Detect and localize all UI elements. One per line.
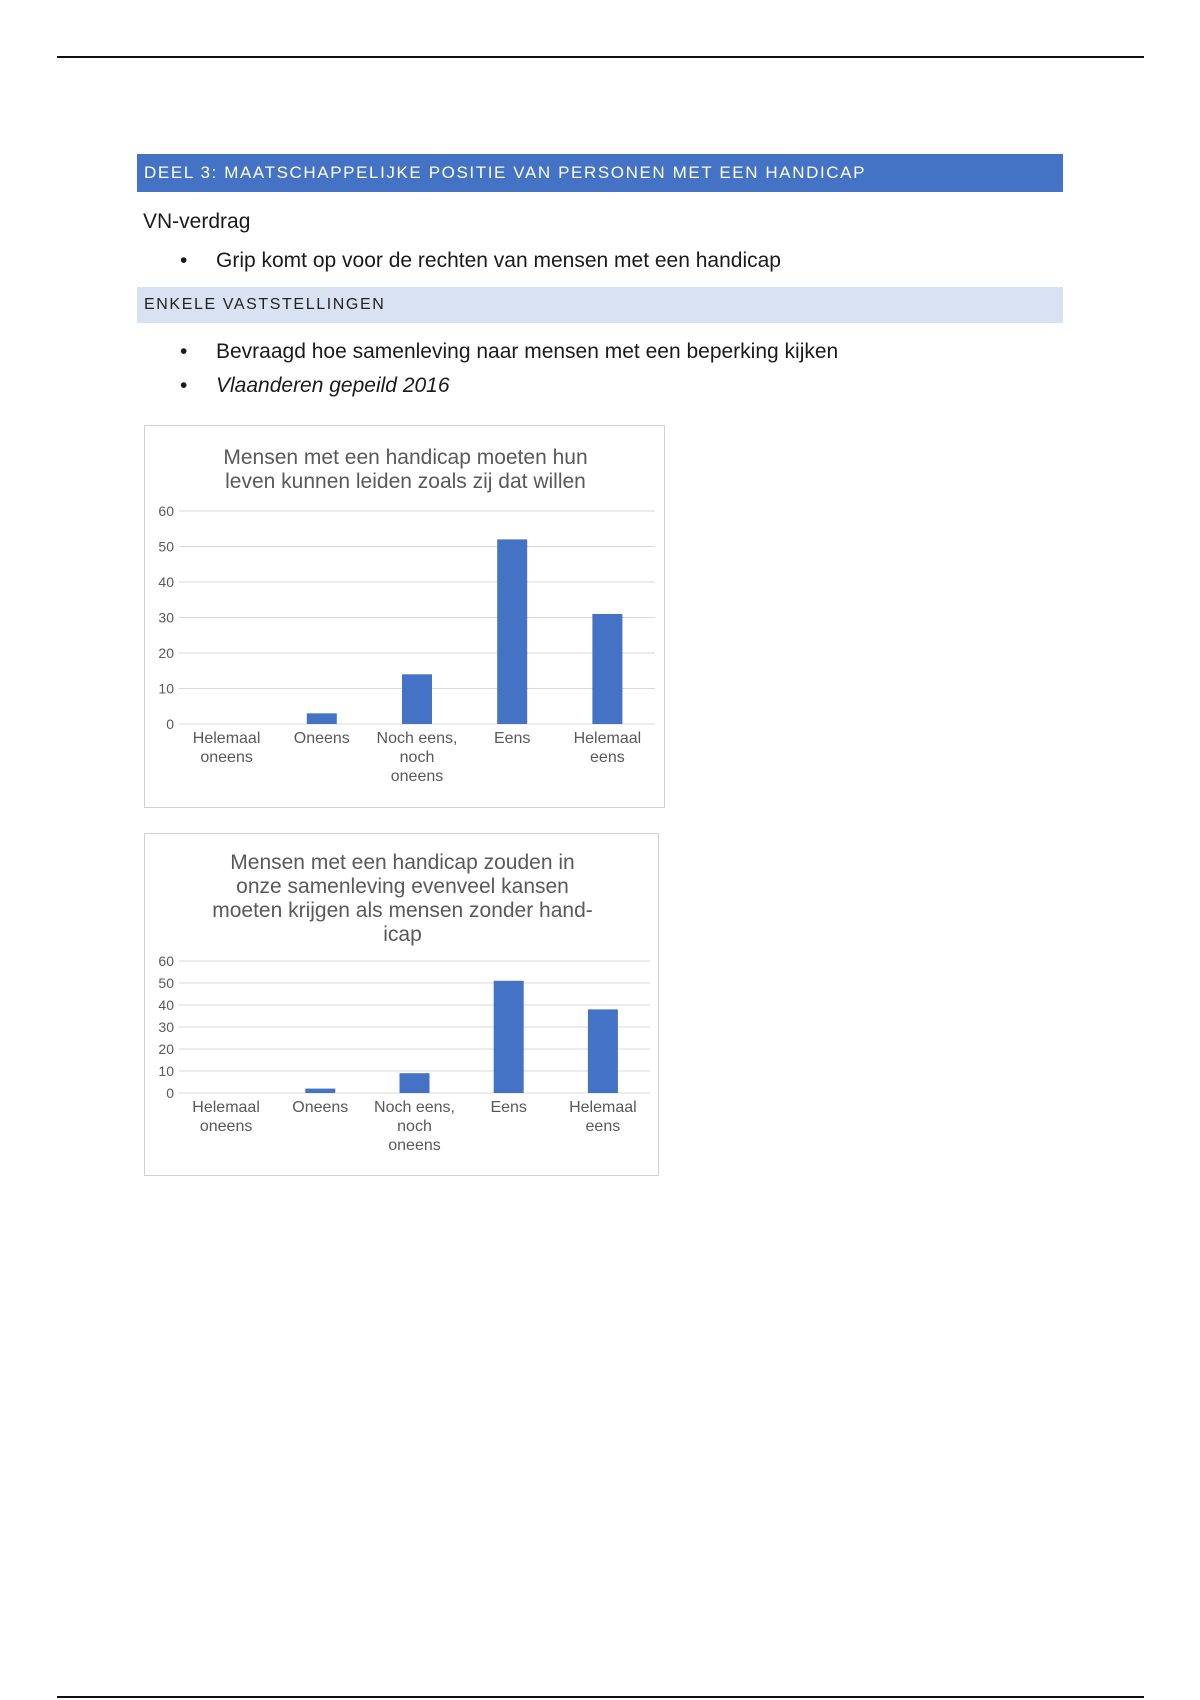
- bar: [494, 981, 524, 1093]
- chart-title-line: leven kunnen leiden zoals zij dat willen: [225, 470, 586, 493]
- bullet-icon: •: [180, 249, 188, 272]
- x-category-label-line: Noch eens,: [376, 730, 458, 747]
- y-tick-label: 40: [158, 574, 174, 590]
- y-tick-label: 20: [158, 645, 174, 661]
- list-item-text: Grip komt op voor de rechten van mensen met een handicap: [216, 249, 781, 272]
- x-category-label-line: Oneens: [293, 730, 350, 747]
- bar: [400, 1073, 430, 1093]
- bar: [402, 674, 432, 724]
- x-category-label: [371, 729, 463, 786]
- chart-life-choices: [144, 425, 665, 808]
- chart-title-line: icap: [383, 923, 422, 946]
- x-category-label-line: oneens: [200, 749, 253, 766]
- bar: [588, 1009, 618, 1093]
- y-tick-label: 40: [158, 997, 174, 1013]
- list-item-text: Bevraagd hoe samenleving naar mensen met een beperking kijken: [216, 340, 839, 363]
- x-category-label: [557, 1098, 649, 1136]
- header-rule: [57, 56, 1144, 58]
- bullet-icon: •: [180, 374, 188, 397]
- x-category-label: [274, 1098, 366, 1117]
- intro-text: VN-verdrag: [143, 210, 251, 233]
- subsection-heading: ENKELE VASTSTELLINGEN: [137, 287, 1063, 323]
- x-category-label-line: Oneens: [292, 1099, 349, 1116]
- y-tick-label: 0: [166, 716, 174, 732]
- x-category-label-line: Helemaal: [573, 730, 642, 747]
- x-category-label-line: Eens: [493, 730, 531, 747]
- y-tick-label: 20: [158, 1041, 174, 1057]
- x-category-label-line: Eens: [490, 1099, 527, 1116]
- x-category-label-line: oneens: [199, 1118, 253, 1135]
- x-category-label: [180, 1098, 272, 1136]
- x-category-label-line: Noch eens,: [374, 1099, 455, 1116]
- bar: [592, 614, 622, 724]
- x-category-label: [466, 729, 558, 748]
- chart-title-line: onze samenleving evenveel kansen: [236, 875, 569, 898]
- x-category-label: [181, 729, 273, 767]
- x-category-label: [369, 1098, 461, 1155]
- section-heading: DEEL 3: MAATSCHAPPELIJKE POSITIE VAN PERSONEN MET EEN HANDICAP: [137, 154, 1063, 192]
- y-tick-label: 60: [158, 503, 174, 519]
- bar: [497, 539, 527, 724]
- y-tick-label: 50: [158, 975, 174, 991]
- list-item-text: Vlaanderen gepeild 2016: [216, 374, 450, 397]
- chart-title-line: Mensen met een handicap zouden in: [230, 851, 575, 874]
- chart-title-line: Mensen met een handicap moeten hun: [223, 446, 588, 469]
- y-tick-label: 50: [158, 538, 174, 555]
- chart-equal-chances: [144, 833, 659, 1176]
- bullet-icon: •: [180, 340, 188, 363]
- x-category-label: [463, 1098, 555, 1117]
- x-category-label-line: eens: [585, 1118, 621, 1135]
- bar: [307, 713, 337, 724]
- x-category-label-line: Helemaal: [569, 1099, 637, 1116]
- y-tick-label: 0: [166, 1085, 174, 1101]
- x-category-label-line: Helemaal: [192, 1099, 260, 1116]
- y-tick-label: 30: [158, 1019, 174, 1035]
- y-tick-label: 30: [158, 609, 174, 626]
- x-category-label-line: Helemaal: [192, 730, 261, 747]
- x-category-label-line: noch: [399, 749, 435, 766]
- footer-rule: [57, 1696, 1144, 1698]
- x-category-label-line: oneens: [390, 768, 444, 785]
- y-tick-label: 10: [158, 680, 174, 697]
- x-category-label-line: eens: [590, 749, 625, 766]
- y-tick-label: 10: [158, 1063, 174, 1079]
- x-category-label: [276, 729, 368, 748]
- bar: [305, 1089, 335, 1093]
- x-category-label: [561, 729, 653, 767]
- y-tick-label: 60: [158, 953, 174, 969]
- x-category-label-line: noch: [397, 1118, 432, 1135]
- x-category-label-line: oneens: [388, 1137, 441, 1154]
- chart-title-line: moeten krijgen als mensen zonder hand-: [212, 899, 593, 922]
